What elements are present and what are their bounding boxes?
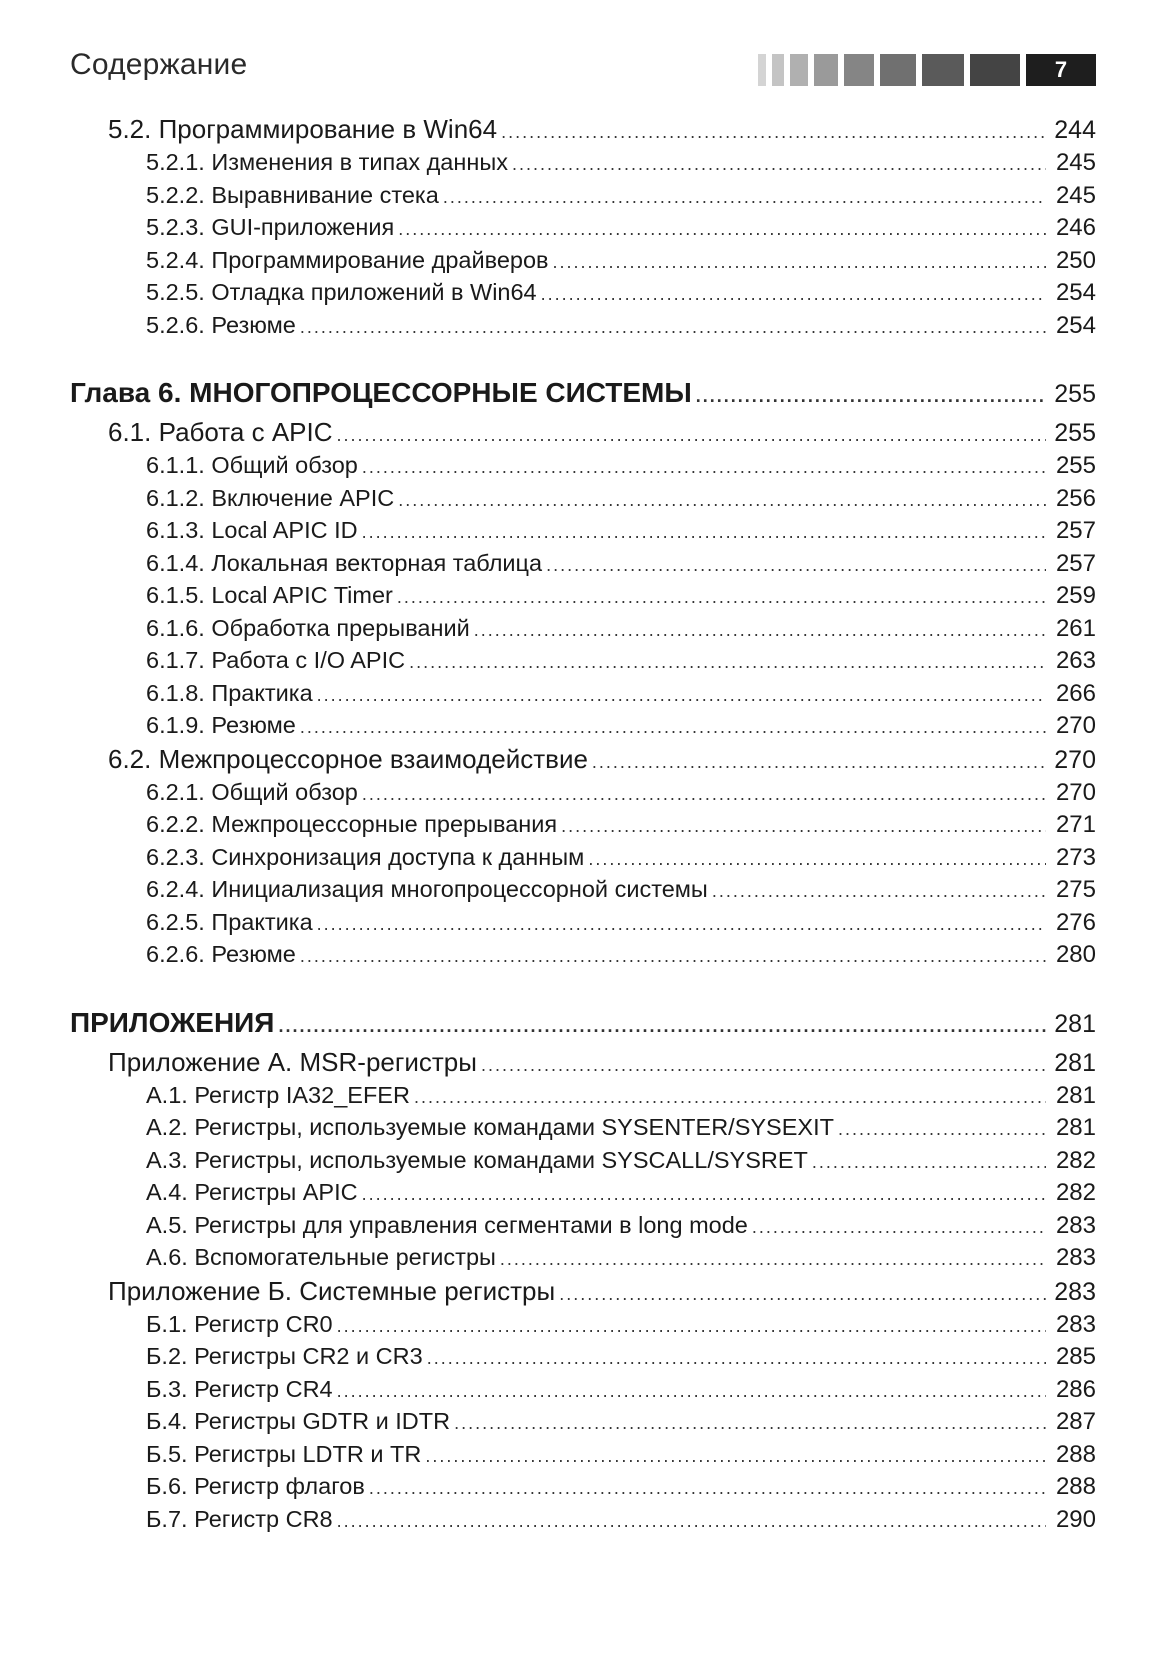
toc-entry-page-number: 270	[1055, 712, 1096, 739]
toc-entry-section	[70, 112, 1096, 146]
toc-entry-title: 6.1.1. Общий обзор	[146, 452, 358, 478]
toc-entry-title: Б.4. Регистры GDTR и IDTR	[146, 1408, 451, 1434]
toc-entry-title: ПРИЛОЖЕНИЯ	[70, 1006, 275, 1038]
toc-entry-sub	[70, 644, 1096, 677]
dot-leader	[362, 778, 1046, 809]
toc-entry-sub	[70, 1241, 1096, 1274]
toc-entry-title: 5.2.4. Программирование драйверов	[146, 246, 549, 273]
dot-leader	[425, 1440, 1046, 1471]
toc-entry-page-number: 250	[1055, 246, 1096, 274]
dot-leader	[337, 418, 1046, 449]
toc-entry-title: Б.3. Регистр CR4	[146, 1375, 333, 1402]
toc-entry-page-number: 245	[1055, 181, 1096, 209]
toc-entry-page-number: 255	[1054, 419, 1096, 447]
toc-entry-title: 5.2.1. Изменения в типах данных	[146, 149, 508, 175]
toc-entry-section	[70, 1045, 1096, 1079]
toc-entry-title: А.2. Регистры, используемые командами SYSENTER/SYSEXIT	[146, 1114, 834, 1140]
toc-entry-title: 6.2.4. Инициализация многопроцессорной системы	[146, 876, 708, 902]
toc-entry-sub	[70, 547, 1096, 580]
dot-leader	[559, 1277, 1046, 1308]
dot-leader	[752, 1211, 1046, 1242]
toc-entry-page-number: 266	[1055, 679, 1096, 707]
dot-leader	[474, 614, 1046, 645]
toc-entry-title: 6.1.4. Локальная векторная таблица	[146, 549, 543, 576]
toc-entry-sub	[70, 449, 1096, 482]
toc-entry-page-number: 281	[1055, 1081, 1096, 1109]
toc-entry-page-number: 283	[1054, 1277, 1096, 1306]
dot-leader	[398, 213, 1046, 244]
toc-entry-sub	[70, 1340, 1096, 1373]
toc-entry-page-number: 271	[1055, 811, 1096, 838]
toc-entry-sub	[70, 1503, 1096, 1536]
dot-leader	[512, 148, 1046, 179]
toc-entry-title: Приложение А. MSR-регистры	[108, 1046, 477, 1077]
dot-leader	[427, 1342, 1046, 1373]
header-bar-segment	[880, 54, 916, 86]
toc-entry-title: 5.2. Программирование в Win64	[108, 114, 498, 144]
toc-entry-sub	[70, 276, 1096, 309]
dot-leader	[369, 1472, 1046, 1503]
header-bar-segment	[844, 54, 874, 86]
dot-leader	[501, 115, 1046, 146]
toc-entry-title: 6.2.6. Резюме	[146, 941, 296, 967]
header-bar-segment	[814, 54, 838, 86]
toc-entry-section	[70, 1274, 1096, 1308]
toc-entry-section	[70, 742, 1096, 776]
toc-entry-title: 6.1.3. Local APIC ID	[146, 517, 358, 543]
dot-leader	[546, 549, 1046, 580]
page-header-title: Содержание	[70, 48, 248, 81]
page-number: 7	[1026, 54, 1096, 86]
toc-entry-title: 6.2. Межпроцессорное взаимодействие	[108, 743, 588, 774]
dot-leader	[500, 1243, 1046, 1274]
dot-leader	[300, 940, 1046, 971]
toc-entry-page-number: 286	[1055, 1375, 1096, 1403]
toc-entry-sub	[70, 1308, 1096, 1341]
toc-entry-page-number: 288	[1055, 1440, 1096, 1468]
toc-entry-page-number: 283	[1055, 1211, 1096, 1239]
toc-entry-sub	[70, 579, 1096, 612]
toc-entry-page-number: 270	[1055, 778, 1096, 806]
dot-leader	[592, 745, 1046, 776]
toc-entry-sub	[70, 808, 1096, 841]
dot-leader	[337, 1310, 1046, 1341]
toc-entry-page-number: 275	[1055, 876, 1096, 903]
toc-entry-title: 6.1.6. Обработка прерываний	[146, 614, 470, 641]
header-bar-segment	[758, 54, 766, 86]
dot-leader	[454, 1407, 1046, 1438]
toc-entry-page-number: 244	[1054, 116, 1096, 144]
toc-entry-title: 6.1.9. Резюме	[146, 712, 296, 738]
dot-leader	[409, 646, 1046, 677]
toc-entry-title: Б.1. Регистр CR0	[146, 1310, 333, 1337]
toc-entry-page-number: 245	[1055, 149, 1096, 176]
toc-entry-title: 5.2.3. GUI-приложения	[146, 214, 395, 240]
toc-entry-title: 6.2.5. Практика	[146, 908, 313, 935]
toc-entry-sub	[70, 1470, 1096, 1503]
toc-entry-chapter	[70, 1001, 1096, 1045]
dot-leader	[317, 908, 1046, 939]
toc-entry-sub	[70, 677, 1096, 710]
toc-entry-title: Б.2. Регистры CR2 и CR3	[146, 1343, 423, 1369]
toc-entry-sub	[70, 841, 1096, 874]
dot-leader	[337, 1375, 1046, 1406]
toc-entry-section	[70, 415, 1096, 449]
toc-entry-page-number: 255	[1054, 380, 1096, 408]
toc-entry-page-number: 254	[1055, 279, 1096, 306]
dot-leader	[481, 1048, 1046, 1079]
dot-leader	[696, 374, 1046, 415]
toc-entry-title: 6.1.2. Включение APIC	[146, 484, 395, 511]
toc-entry-sub	[70, 146, 1096, 179]
dot-leader	[397, 581, 1046, 612]
toc-entry-title: А.6. Вспомогательные регистры	[146, 1244, 496, 1270]
toc-entry-title: Б.5. Регистры LDTR и TR	[146, 1440, 422, 1467]
dot-leader	[812, 1146, 1046, 1177]
toc-entry-title: 5.2.5. Отладка приложений в Win64	[146, 279, 537, 305]
toc-entry-page-number: 255	[1055, 452, 1096, 479]
toc-entry-title: 6.1. Работа с APIC	[108, 417, 333, 447]
toc-entry-sub	[70, 211, 1096, 244]
toc-entry-page-number: 257	[1055, 517, 1096, 544]
toc-entry-title: 6.1.7. Работа с I/O APIC	[146, 647, 406, 673]
dot-leader	[588, 843, 1046, 874]
toc-entry-page-number: 263	[1055, 647, 1096, 674]
dot-leader	[838, 1113, 1046, 1144]
toc-entry-page-number: 283	[1055, 1310, 1096, 1338]
dot-leader	[317, 679, 1046, 710]
toc-entry-title: 6.2.1. Общий обзор	[146, 778, 358, 805]
dot-leader	[398, 484, 1046, 515]
toc-entry-sub	[70, 1209, 1096, 1242]
header-gradient-bar	[758, 54, 1096, 86]
toc-entry-title: 6.2.2. Межпроцессорные прерывания	[146, 811, 558, 837]
toc-entry-page-number: 280	[1055, 941, 1096, 968]
toc-entry-sub	[70, 709, 1096, 742]
toc-entry-chapter	[70, 371, 1096, 415]
dot-leader	[362, 516, 1046, 547]
toc-entry-sub	[70, 873, 1096, 906]
toc-entry-sub	[70, 612, 1096, 645]
toc-entry-sub	[70, 1373, 1096, 1406]
toc-entry-page-number: 282	[1055, 1146, 1096, 1174]
toc-entry-page-number: 290	[1055, 1505, 1096, 1533]
dot-leader	[414, 1081, 1046, 1112]
dot-leader	[553, 246, 1046, 277]
toc-entry-page-number: 285	[1055, 1343, 1096, 1370]
toc-entry-sub	[70, 482, 1096, 515]
toc-entry-page-number: 246	[1055, 214, 1096, 241]
toc-entry-title: Б.6. Регистр флагов	[146, 1473, 365, 1499]
toc-entry-title: А.3. Регистры, используемые командами SYSCALL/SYSRET	[146, 1146, 808, 1173]
toc-entry-sub	[70, 1144, 1096, 1177]
dot-leader	[278, 1004, 1046, 1045]
toc-entry-sub	[70, 244, 1096, 277]
header-bar-segment	[790, 54, 808, 86]
toc-entry-title: 6.1.5. Local APIC Timer	[146, 582, 393, 608]
table-of-contents	[70, 112, 1096, 1535]
running-header	[70, 48, 1096, 96]
dot-leader	[443, 181, 1046, 212]
toc-entry-sub	[70, 1111, 1096, 1144]
toc-entry-sub	[70, 776, 1096, 809]
toc-entry-title: 5.2.6. Резюме	[146, 311, 296, 338]
toc-entry-page-number: 283	[1055, 1244, 1096, 1271]
toc-entry-page-number: 257	[1055, 549, 1096, 577]
toc-entry-sub	[70, 1405, 1096, 1438]
toc-entry-title: А.5. Регистры для управления сегментами в long mode	[146, 1211, 748, 1238]
dot-leader	[300, 711, 1046, 742]
toc-entry-title: Глава 6. МНОГОПРОЦЕССОРНЫЕ СИСТЕМЫ	[70, 377, 692, 408]
toc-entry-page-number: 282	[1055, 1179, 1096, 1206]
toc-entry-page-number: 259	[1055, 582, 1096, 609]
toc-entry-page-number: 273	[1055, 843, 1096, 871]
toc-entry-title: А.1. Регистр IA32_EFER	[146, 1081, 410, 1108]
dot-leader	[362, 451, 1046, 482]
toc-entry-title: Приложение Б. Системные регистры	[108, 1275, 556, 1306]
toc-entry-sub	[70, 309, 1096, 342]
toc-entry-sub	[70, 179, 1096, 212]
toc-entry-page-number: 281	[1054, 1048, 1096, 1077]
toc-entry-page-number: 254	[1055, 311, 1096, 339]
toc-entry-page-number: 276	[1055, 908, 1096, 936]
header-bar-segment	[970, 54, 1020, 86]
toc-entry-page-number: 287	[1055, 1408, 1096, 1435]
dot-leader	[362, 1178, 1046, 1209]
toc-entry-page-number: 270	[1054, 745, 1096, 774]
header-bar-segment	[922, 54, 964, 86]
toc-entry-title: 6.2.3. Синхронизация доступа к данным	[146, 843, 585, 870]
toc-entry-sub	[70, 1079, 1096, 1112]
toc-entry-page-number: 256	[1055, 484, 1096, 512]
toc-entry-page-number: 281	[1055, 1114, 1096, 1141]
toc-entry-sub	[70, 1438, 1096, 1471]
dot-leader	[712, 875, 1046, 906]
dot-leader	[541, 278, 1046, 309]
toc-entry-title: 5.2.2. Выравнивание стека	[146, 181, 439, 208]
toc-entry-sub	[70, 514, 1096, 547]
dot-leader	[337, 1505, 1046, 1536]
toc-entry-title: А.4. Регистры APIC	[146, 1179, 358, 1205]
dot-leader	[300, 311, 1046, 342]
toc-entry-page-number: 288	[1055, 1473, 1096, 1500]
toc-entry-title: Б.7. Регистр CR8	[146, 1505, 333, 1532]
toc-entry-page-number: 281	[1054, 1009, 1096, 1038]
toc-entry-sub	[70, 906, 1096, 939]
header-bar-segment	[772, 54, 784, 86]
toc-entry-page-number: 261	[1055, 614, 1096, 642]
toc-entry-title: 6.1.8. Практика	[146, 679, 313, 706]
toc-entry-sub	[70, 1176, 1096, 1209]
toc-entry-sub	[70, 938, 1096, 971]
dot-leader	[561, 810, 1046, 841]
